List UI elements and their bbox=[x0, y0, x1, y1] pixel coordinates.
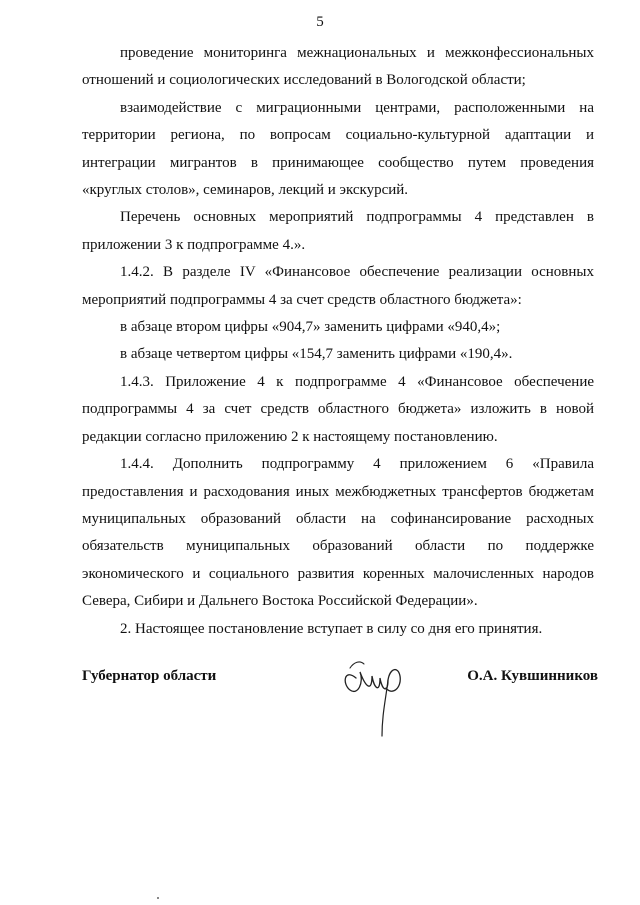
paragraph: в абзаце втором цифры «904,7» заменить цифрами «940,4»; bbox=[120, 319, 501, 336]
paragraph: в абзаце четвертом цифры «154,7 заменить цифрами «190,4». bbox=[120, 346, 513, 363]
paragraph: Перечень основных мероприятий подпрограммы 4 представлен в приложении 3 к подпрограмме 4.». bbox=[82, 209, 594, 253]
paragraph: 1.4.3. Приложение 4 к подпрограмме 4 «Финансовое обеспечение подпрограммы 4 за счет средств областного бюджета» изложить в новой редакции согласно приложению 2 к настоящему постановлению. bbox=[82, 373, 594, 445]
paragraph: 2. Настоящее постановление вступает в силу со дня его принятия. bbox=[120, 620, 543, 637]
paragraph: 1.4.4. Дополнить подпрограмму 4 приложением 6 «Правила предоставления и расходования иных межбюджетных трансфертов бюджетам муниципальных образований области на софинансирование расходных обязательств муниципальных образований области по поддержке экономического и социального развития коренных малочисленных народов Севера, Сибири и Дальнего Востока Российской Федерации». bbox=[82, 456, 594, 610]
handwritten-signature bbox=[342, 648, 412, 743]
signatory-title: Губернатор области bbox=[82, 668, 217, 684]
paragraph: взаимодействие с миграционными центрами, расположенными на территории региона, по вопросам социально-культурной адаптации и интеграции мигрантов в принимающее сообщество путем проведения «круглых столов», семинаров, лекций и экскурсий. bbox=[82, 99, 594, 199]
paragraph: проведение мониторинга межнациональных и межконфессиональных отношений и социологических исследований в Вологодской области; bbox=[82, 45, 594, 89]
document-body bbox=[82, 40, 594, 643]
page-number: 5 bbox=[316, 14, 324, 30]
signature-block bbox=[82, 660, 598, 760]
paragraph: 1.4.2. В разделе IV «Финансовое обеспечение реализации основных мероприятий подпрограммы 4 за счет средств областного бюджета»: bbox=[82, 264, 594, 308]
scan-artifact bbox=[157, 897, 159, 899]
signatory-name: О.А. Кувшинников bbox=[467, 668, 598, 684]
